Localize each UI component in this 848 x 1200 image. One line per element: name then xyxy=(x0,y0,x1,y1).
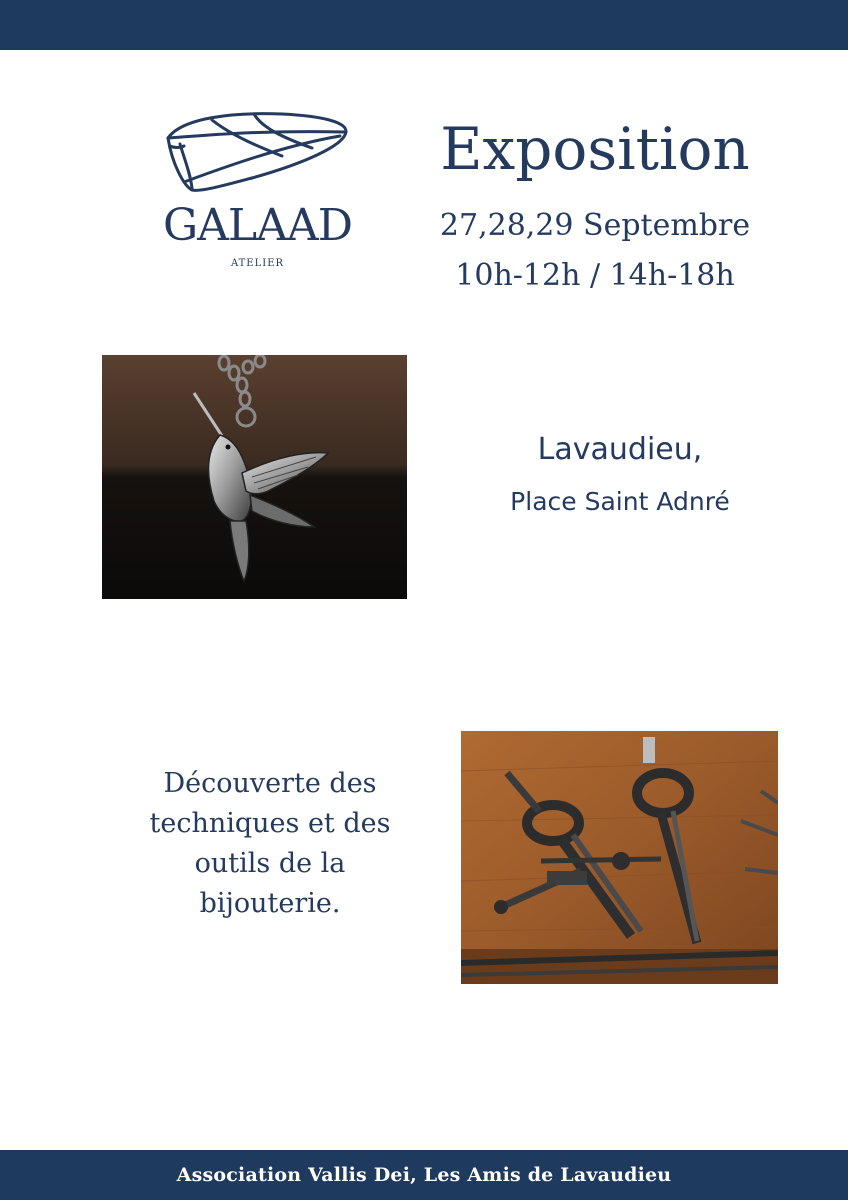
hummingbird-pendant-photo xyxy=(102,355,407,599)
event-dates: 27,28,29 Septembre xyxy=(439,208,751,243)
event-title: Exposition xyxy=(440,115,750,183)
jewelry-tools-photo xyxy=(461,731,778,984)
event-hours: 10h-12h / 14h-18h xyxy=(455,258,735,293)
galaad-logo xyxy=(150,108,365,278)
logo-name: GALAAD xyxy=(163,200,352,251)
logo-subtitle: ATELIER xyxy=(230,258,285,269)
location-town: Lavaudieu, xyxy=(537,432,703,467)
footer-text: Association Vallis Dei, Les Amis de Lavaudieu xyxy=(176,1164,672,1186)
location-place: Place Saint Adnré xyxy=(510,487,730,516)
description-text: Découverte des techniques et des outils de la bijouterie. xyxy=(149,768,391,919)
bottom-banner xyxy=(0,1150,848,1200)
wing-icon xyxy=(162,108,352,196)
top-banner xyxy=(0,0,848,50)
